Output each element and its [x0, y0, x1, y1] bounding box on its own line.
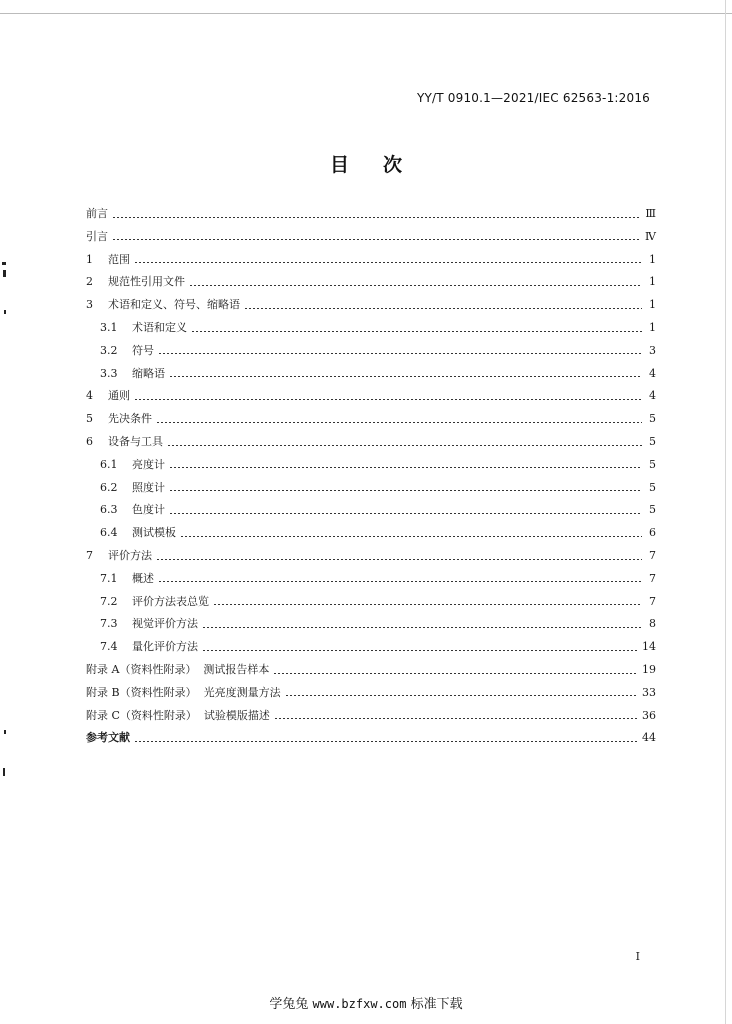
toc-entry-label: 通则 — [108, 389, 130, 403]
footer-suffix: 标准下载 — [410, 997, 463, 1012]
toc-dot-leader — [285, 695, 638, 696]
toc-entry-label: 符号 — [132, 343, 154, 357]
toc-entry[interactable] — [86, 320, 656, 336]
toc-entry-page: 5 — [649, 480, 656, 494]
toc-entry-label: 评价方法 — [108, 549, 152, 562]
toc-dot-leader — [169, 376, 642, 377]
toc-entry-number: 6 — [86, 435, 93, 448]
toc-dot-leader — [158, 353, 642, 354]
toc-dot-leader — [273, 673, 638, 674]
toc-entry[interactable] — [86, 457, 656, 473]
toc-entry[interactable] — [86, 411, 656, 427]
toc-entry-page: 6 — [649, 526, 656, 540]
toc-entry-label: 概述 — [132, 571, 154, 585]
toc-entry[interactable] — [86, 594, 656, 610]
title-char-2: 次 — [383, 154, 403, 176]
toc-entry-label: 术语和定义、符号、缩略语 — [108, 298, 240, 312]
toc-entry[interactable] — [86, 685, 656, 701]
toc-entry-page: 8 — [649, 617, 656, 631]
toc-entry-page: 1 — [649, 298, 656, 312]
toc-entry-page: Ⅲ — [645, 207, 656, 220]
toc-entry[interactable] — [86, 662, 656, 678]
scan-artifact — [3, 768, 5, 776]
toc-entry-page: 7 — [649, 571, 656, 585]
toc-entry-page: 1 — [649, 321, 656, 334]
scan-artifact — [3, 270, 6, 277]
toc-dot-leader — [202, 627, 642, 628]
toc-entry[interactable] — [86, 229, 656, 245]
page-number: I — [635, 950, 640, 963]
toc-entry-page: 5 — [649, 503, 656, 517]
toc-dot-leader — [180, 536, 642, 537]
toc-entry-page: 5 — [649, 457, 656, 471]
toc-dot-leader — [202, 650, 638, 651]
toc-dot-leader — [158, 581, 642, 582]
toc-entry-page: 1 — [649, 252, 656, 266]
toc-entry-page: 1 — [649, 275, 656, 289]
toc-entry-label: 参考文献 — [86, 731, 130, 745]
toc-entry-number: 7.4 — [100, 640, 118, 654]
title-char-1: 目 — [329, 154, 349, 176]
toc-entry-number: 7 — [86, 549, 93, 562]
toc-dot-leader — [189, 285, 642, 286]
toc-dot-leader — [244, 308, 642, 309]
toc-entry-label: 范围 — [108, 252, 130, 266]
toc-entry-page: 44 — [642, 731, 656, 745]
toc-entry-label: 前言 — [86, 207, 108, 220]
toc-dot-leader — [169, 513, 642, 514]
toc-entry-label: 色度计 — [132, 503, 165, 517]
toc-entry-page: 36 — [642, 708, 656, 722]
toc-dot-leader — [156, 559, 642, 560]
toc-entry-page: 14 — [642, 640, 656, 654]
toc-entry[interactable] — [86, 206, 656, 222]
toc-entry-number: 6.3 — [100, 503, 118, 517]
toc-entry-label: 先决条件 — [108, 412, 152, 426]
toc-entry-number: 7.3 — [100, 617, 118, 631]
toc-entry-label: 测试模板 — [132, 526, 176, 540]
toc-entry-page: 7 — [649, 549, 656, 562]
toc-entry-page: 4 — [649, 366, 656, 380]
toc-dot-leader — [169, 467, 642, 468]
toc-entry-label: 附录 A（资料性附录） 测试报告样本 — [86, 663, 270, 676]
toc-entry[interactable] — [86, 343, 656, 359]
toc-entry[interactable] — [86, 525, 656, 541]
toc-entry[interactable] — [86, 297, 656, 313]
toc-entry-number: 6.4 — [100, 526, 118, 540]
toc-dot-leader — [167, 445, 642, 446]
toc-dot-leader — [134, 262, 642, 263]
toc-entry-number: 3.3 — [100, 366, 118, 380]
toc-entry-number: 3.1 — [100, 321, 118, 334]
toc-entry[interactable] — [86, 730, 656, 746]
toc-entry-label: 附录 C（资料性附录） 试验模版描述 — [86, 708, 270, 722]
toc-entry-number: 1 — [86, 252, 93, 266]
toc-dot-leader — [134, 399, 642, 400]
toc-entry-page: 5 — [649, 435, 656, 448]
toc-entry[interactable] — [86, 480, 656, 496]
top-scan-edge — [0, 13, 732, 14]
toc-entry-label: 术语和定义 — [132, 321, 187, 334]
scan-artifact — [4, 730, 6, 734]
scan-artifact — [2, 262, 6, 265]
toc-entry[interactable] — [86, 639, 656, 655]
toc-entry[interactable] — [86, 366, 656, 382]
toc-dot-leader — [156, 422, 642, 423]
toc-dot-leader — [213, 604, 642, 605]
toc-entry-label: 引言 — [86, 229, 108, 243]
toc-entry[interactable] — [86, 252, 656, 268]
footer-watermark — [0, 993, 732, 1012]
toc-dot-leader — [274, 718, 638, 719]
toc-entry-label: 视觉评价方法 — [132, 617, 198, 631]
toc-entry-label: 评价方法表总览 — [132, 594, 209, 608]
toc-entry-number: 4 — [86, 389, 93, 403]
toc-entry-label: 亮度计 — [132, 457, 165, 471]
toc-entry-number: 5 — [86, 412, 93, 426]
footer-prefix: 学兔兔 — [269, 997, 309, 1012]
toc-entry[interactable] — [86, 616, 656, 632]
toc-entry-label: 量化评价方法 — [132, 640, 198, 654]
footer-domain: www.bzfxw.com — [312, 997, 407, 1011]
toc-dot-leader — [112, 239, 641, 240]
toc-dot-leader — [169, 490, 642, 491]
toc-entry[interactable] — [86, 434, 656, 450]
toc-entry[interactable] — [86, 571, 656, 587]
toc-dot-leader — [134, 741, 638, 742]
toc-entry[interactable] — [86, 388, 656, 404]
toc-entry-label: 设备与工具 — [108, 435, 163, 448]
toc-entry-page: Ⅳ — [645, 229, 656, 243]
toc-entry-label: 规范性引用文件 — [108, 275, 185, 289]
toc-entry-page: 7 — [649, 594, 656, 608]
toc-entry-page: 33 — [642, 685, 656, 699]
toc-entry-number: 6.2 — [100, 480, 118, 494]
scan-artifact — [4, 310, 6, 314]
toc-entry-page: 19 — [642, 663, 656, 676]
toc-entry-number: 3.2 — [100, 343, 118, 357]
toc-entry-page: 3 — [649, 343, 656, 357]
toc-entry-number: 7.2 — [100, 594, 118, 608]
toc-entry-page: 4 — [649, 389, 656, 403]
toc-dot-leader — [191, 331, 642, 332]
page-title — [0, 150, 732, 177]
toc-entry[interactable] — [86, 274, 656, 290]
toc-entry-number: 7.1 — [100, 571, 118, 585]
standard-code: YY/T 0910.1—2021/IEC 62563-1:2016 — [416, 91, 650, 105]
toc-dot-leader — [112, 217, 641, 218]
toc-entry-number: 3 — [86, 298, 93, 312]
toc-entry-number: 2 — [86, 275, 93, 289]
toc-entry[interactable] — [86, 708, 656, 724]
toc-entry-label: 照度计 — [132, 480, 165, 494]
toc-entry-label: 附录 B（资料性附录） 光亮度测量方法 — [86, 685, 281, 699]
toc-entry-page: 5 — [649, 412, 656, 426]
toc-entry-number: 6.1 — [100, 457, 118, 471]
toc-entry[interactable] — [86, 502, 656, 518]
toc-entry-label: 缩略语 — [132, 366, 165, 380]
toc-entry[interactable] — [86, 548, 656, 564]
